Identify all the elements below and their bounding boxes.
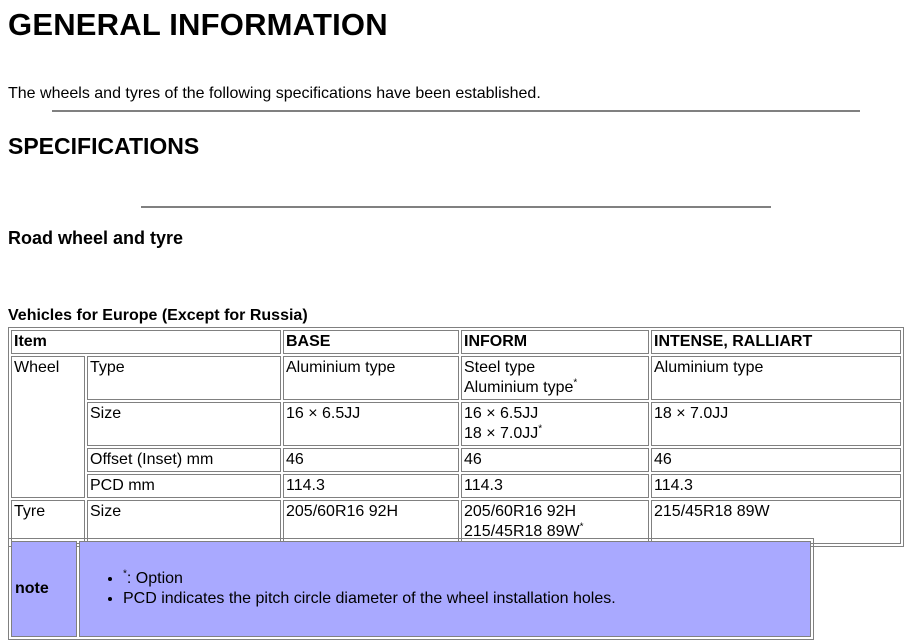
- wheel-size-inform-2: 18 × 7.0JJ: [464, 425, 539, 442]
- wheel-type-inform: [461, 356, 649, 400]
- note-list: [81, 569, 809, 609]
- divider-2: [141, 206, 771, 208]
- offset-inform: 46: [461, 448, 649, 472]
- tyre-size-intense: 215/45R18 89W: [651, 500, 901, 544]
- page-title: GENERAL INFORMATION: [8, 7, 388, 42]
- asterisk-mark: *: [579, 521, 584, 533]
- table-row: [11, 402, 901, 446]
- specifications-heading: SPECIFICATIONS: [8, 133, 200, 159]
- wheel-type-label: Type: [87, 356, 281, 400]
- table-row: [11, 474, 901, 498]
- tyre-size-base: 205/60R16 92H: [283, 500, 459, 544]
- wheel-group-cell: Wheel: [11, 356, 85, 498]
- wheel-size-label: Size: [87, 402, 281, 446]
- list-item: [123, 569, 809, 589]
- offset-base: 46: [283, 448, 459, 472]
- intro-text: The wheels and tyres of the following specifications have been established.: [8, 85, 541, 102]
- offset-label: Offset (Inset) mm: [87, 448, 281, 472]
- header-inform: INFORM: [461, 330, 649, 354]
- note-content: [79, 541, 811, 637]
- pcd-intense: 114.3: [651, 474, 901, 498]
- header-base: BASE: [283, 330, 459, 354]
- asterisk-mark: *: [123, 568, 127, 580]
- wheel-type-base: Aluminium type: [283, 356, 459, 400]
- wheel-size-inform: [461, 402, 649, 446]
- divider-1: [52, 110, 860, 112]
- note-option-text: : Option: [126, 570, 183, 587]
- asterisk-mark: *: [573, 377, 578, 389]
- pcd-label: PCD mm: [87, 474, 281, 498]
- note-box: [8, 538, 814, 640]
- tyre-group-cell: Tyre: [11, 500, 85, 544]
- pcd-base: 114.3: [283, 474, 459, 498]
- road-wheel-heading: Road wheel and tyre: [8, 228, 184, 248]
- offset-intense: 46: [651, 448, 901, 472]
- table-header-row: [11, 330, 901, 354]
- wheel-size-inform-1: 16 × 6.5JJ: [464, 405, 539, 422]
- wheel-size-base: 16 × 6.5JJ: [283, 402, 459, 446]
- tyre-size-inform-1: 205/60R16 92H: [464, 503, 577, 520]
- asterisk-mark: *: [538, 423, 543, 435]
- note-label: note: [11, 541, 77, 637]
- header-item: Item: [11, 330, 281, 354]
- pcd-inform: 114.3: [461, 474, 649, 498]
- tyre-size-inform-2: 215/45R18 89W: [464, 523, 580, 540]
- table-caption: Vehicles for Europe (Except for Russia): [8, 307, 308, 324]
- wheel-type-intense: Aluminium type: [651, 356, 901, 400]
- wheel-type-inform-1: Steel type: [464, 359, 536, 376]
- list-item: • PCD indicates the pitch circle diameter of the wheel installation holes.: [123, 589, 809, 609]
- table-row: [11, 448, 901, 472]
- table-row: [11, 356, 901, 400]
- wheel-size-intense: 18 × 7.0JJ: [651, 402, 901, 446]
- wheel-type-inform-2: Aluminium type: [464, 379, 574, 396]
- tyre-size-label: Size: [87, 500, 281, 544]
- specifications-table: [8, 327, 904, 547]
- header-intense: INTENSE, RALLIART: [651, 330, 901, 354]
